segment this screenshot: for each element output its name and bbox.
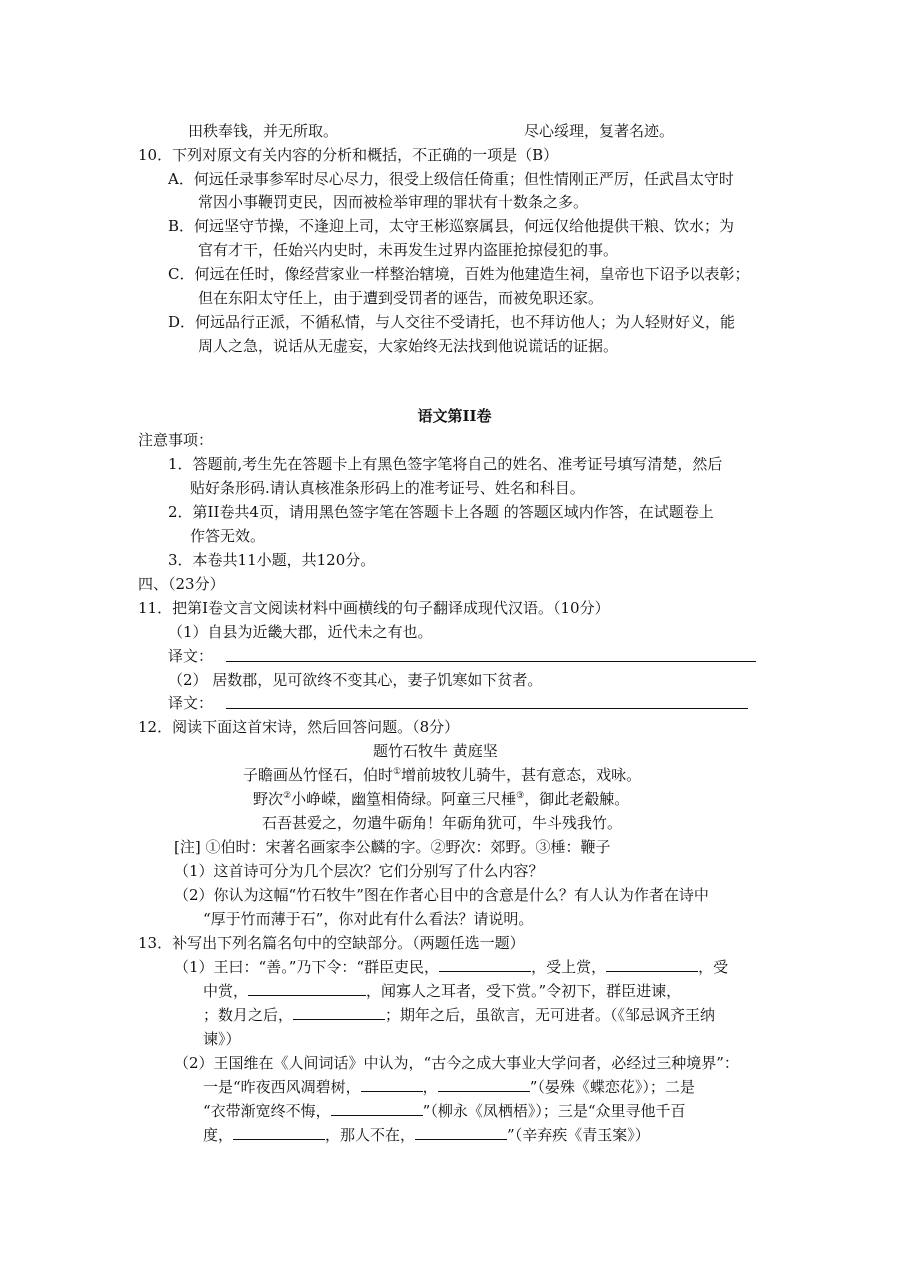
q11-sentence-1: （1）自县为近畿大郡，近代未之有也。 xyxy=(168,623,433,641)
blank-line xyxy=(439,957,531,972)
blank-line xyxy=(331,1101,423,1116)
q13-part2-line4 xyxy=(203,1124,650,1147)
q13-text: ；期年之后，虽欲言，无可进者。（《邹忌讽齐王纳 xyxy=(385,1006,716,1024)
blank-line xyxy=(606,957,698,972)
notice-heading: 注意事项： xyxy=(138,431,214,449)
poem-preface xyxy=(243,764,641,787)
q13-text: ， xyxy=(422,1078,438,1096)
q10-option-a-line1: A．何远任录事参军时尽心尽力，很受上级信任倚重；但性情刚正严厉，任武昌太守时 xyxy=(168,170,734,188)
q11-translation-2-label: 译文： xyxy=(168,694,214,712)
notice-3: 3．本卷共11小题，共120分。 xyxy=(168,551,376,569)
poem-title: 题竹石牧牛 黄庭坚 xyxy=(373,742,498,760)
poem-line-1-b: 小峥嵘，幽篁相倚绿。阿童三尺棰 xyxy=(291,790,517,808)
footnote-mark-2: ② xyxy=(283,791,292,801)
poem-preface-text-a: 子瞻画丛竹怪石，伯时 xyxy=(243,766,394,784)
q12-subquestion-1: （1）这首诗可分为几个层次？它们分别写了什么内容？ xyxy=(174,862,544,880)
footnote-mark-1: ① xyxy=(393,767,402,777)
poem-line-1 xyxy=(253,788,629,811)
q13-text: 中赏， xyxy=(203,982,249,1000)
footnote-mark-3: ③ xyxy=(516,791,525,801)
notice-2-line2: 作答无效。 xyxy=(190,527,266,545)
q13-part2-line2 xyxy=(203,1076,695,1099)
q13-text: “衣带渐宽终不悔， xyxy=(203,1102,331,1120)
blank-line xyxy=(415,1125,507,1140)
poem-preface-text-b: 增前坡牧儿骑牛，甚有意态，戏咏。 xyxy=(401,766,642,784)
q13-text: ”（柳永《凤栖梧》）；三是“众里寻他千百 xyxy=(422,1102,686,1120)
q11-stem: 11．把第I卷文言文阅读材料中画横线的句子翻译成现代汉语。（10分） xyxy=(138,599,610,617)
poem-notes: [注] ①伯时：宋著名画家李公麟的字。②野次：郊野。③棰：鞭子 xyxy=(174,838,611,856)
q11-translation-1-label: 译文： xyxy=(168,647,214,665)
notice-2-line1: 2．第II卷共4页，请用黑色签字笔在答题卡上各题 的答题区域内作答，在试题卷上 xyxy=(168,503,714,521)
q11-sentence-2: （2） 居数郡，见可欲终不变其心，妻子饥寒如下贫者。 xyxy=(168,671,543,689)
blank-line xyxy=(248,981,366,996)
q13-text: 一是“昨夜西风凋碧树， xyxy=(203,1078,361,1096)
q13-part2-line1: （2）王国维在《人间词话》中认为，“古今之成大事业大学问者，必经过三种境界”： xyxy=(174,1054,739,1072)
q12-stem: 12．阅读下面这首宋诗，然后回答问题。（8分） xyxy=(138,718,460,736)
blank-line xyxy=(361,1077,423,1092)
q13-stem: 13．补写出下列名篇名句中的空缺部分。（两题任选一题） xyxy=(138,934,525,952)
q13-part1-line3 xyxy=(203,1004,715,1027)
poem-line-1-a: 野次 xyxy=(253,790,284,808)
q13-part1-line2 xyxy=(203,980,681,1003)
notice-1-line2: 贴好条形码.请认真核准条形码上的准考证号、姓名和科目。 xyxy=(190,479,585,497)
blank-line xyxy=(233,1125,325,1140)
q13-part1-line1 xyxy=(174,956,728,979)
poem-line-2: 石吾甚爱之，勿遣牛砺角！年砺角犹可，牛斗残我竹。 xyxy=(262,814,623,832)
q10-stem: 10．下列对原文有关内容的分析和概括，不正确的一项是（B） xyxy=(138,146,559,164)
fragment-right: 尽心绥理，复著名迹。 xyxy=(524,122,675,140)
q10-option-a-line2: 常因小事鞭罚吏民，因而被检举审理的罪状有十数条之多。 xyxy=(198,193,589,211)
q13-text: ，受 xyxy=(698,958,729,976)
q10-option-d-line2: 周人之急，说话从无虚妄，大家始终无法找到他说谎话的证据。 xyxy=(198,337,619,355)
q13-text: ，那人不在， xyxy=(325,1126,416,1144)
q13-text: ，受上赏， xyxy=(531,958,607,976)
part-four-heading: 四、（23分） xyxy=(138,575,225,593)
q13-part2-line3 xyxy=(203,1100,686,1123)
q12-subquestion-2-line1: （2）你认为这幅“竹石牧牛”图在作者心目中的含意是什么？有人认为作者在诗中 xyxy=(174,886,709,904)
q13-text: ；数月之后， xyxy=(203,1006,294,1024)
notice-1-line1: 1．答题前,考生先在答题卡上有黑色签字笔将自己的姓名、准考证号填写清楚，然后 xyxy=(168,455,723,473)
fragment-left: 田秩奉钱，并无所取。 xyxy=(188,122,339,140)
q13-text: ”（辛弃疾《青玉案》） xyxy=(507,1126,650,1144)
q12-subquestion-2-line2: “厚于竹而薄于石”，你对此有什么看法？请说明。 xyxy=(203,910,534,928)
q10-option-b-line2: 官有才干，任始兴内史时，未再发生过界内盗匪抢掠侵犯的事。 xyxy=(198,241,619,259)
q13-text: 度， xyxy=(203,1126,234,1144)
q11-answer-line-1 xyxy=(226,661,756,662)
section-title: 语文第II卷 xyxy=(417,407,492,425)
poem-line-1-c: ，御此老觳觫。 xyxy=(524,790,630,808)
q10-option-c-line1: C．何远在任时，像经营家业一样整治辖境，百姓为他建造生祠，皇帝也下诏予以表彰； xyxy=(168,265,750,283)
q10-option-b-line1: B．何远坚守节操，不逢迎上司，太守王彬巡察属县，何远仅给他提供干粮、饮水；为 xyxy=(168,217,735,235)
q10-option-d-line1: D．何远品行正派，不循私情，与人交往不受请托，也不拜访他人；为人轻财好义，能 xyxy=(168,313,736,331)
q11-answer-line-2 xyxy=(226,708,748,709)
q13-text: ，闻寡人之耳者，受下赏。”令初下，群臣进谏， xyxy=(366,982,682,1000)
q13-text: （1）王曰：“善。”乃下令：“群臣吏民， xyxy=(174,958,440,976)
q13-text: ”（晏殊《蝶恋花》）；二是 xyxy=(529,1078,695,1096)
q13-part1-line4: 谏》） xyxy=(203,1030,241,1048)
blank-line xyxy=(293,1005,385,1020)
blank-line xyxy=(438,1077,530,1092)
q10-option-c-line2: 但在东阳太守任上，由于遭到受罚者的诬告，而被免职还家。 xyxy=(198,289,604,307)
